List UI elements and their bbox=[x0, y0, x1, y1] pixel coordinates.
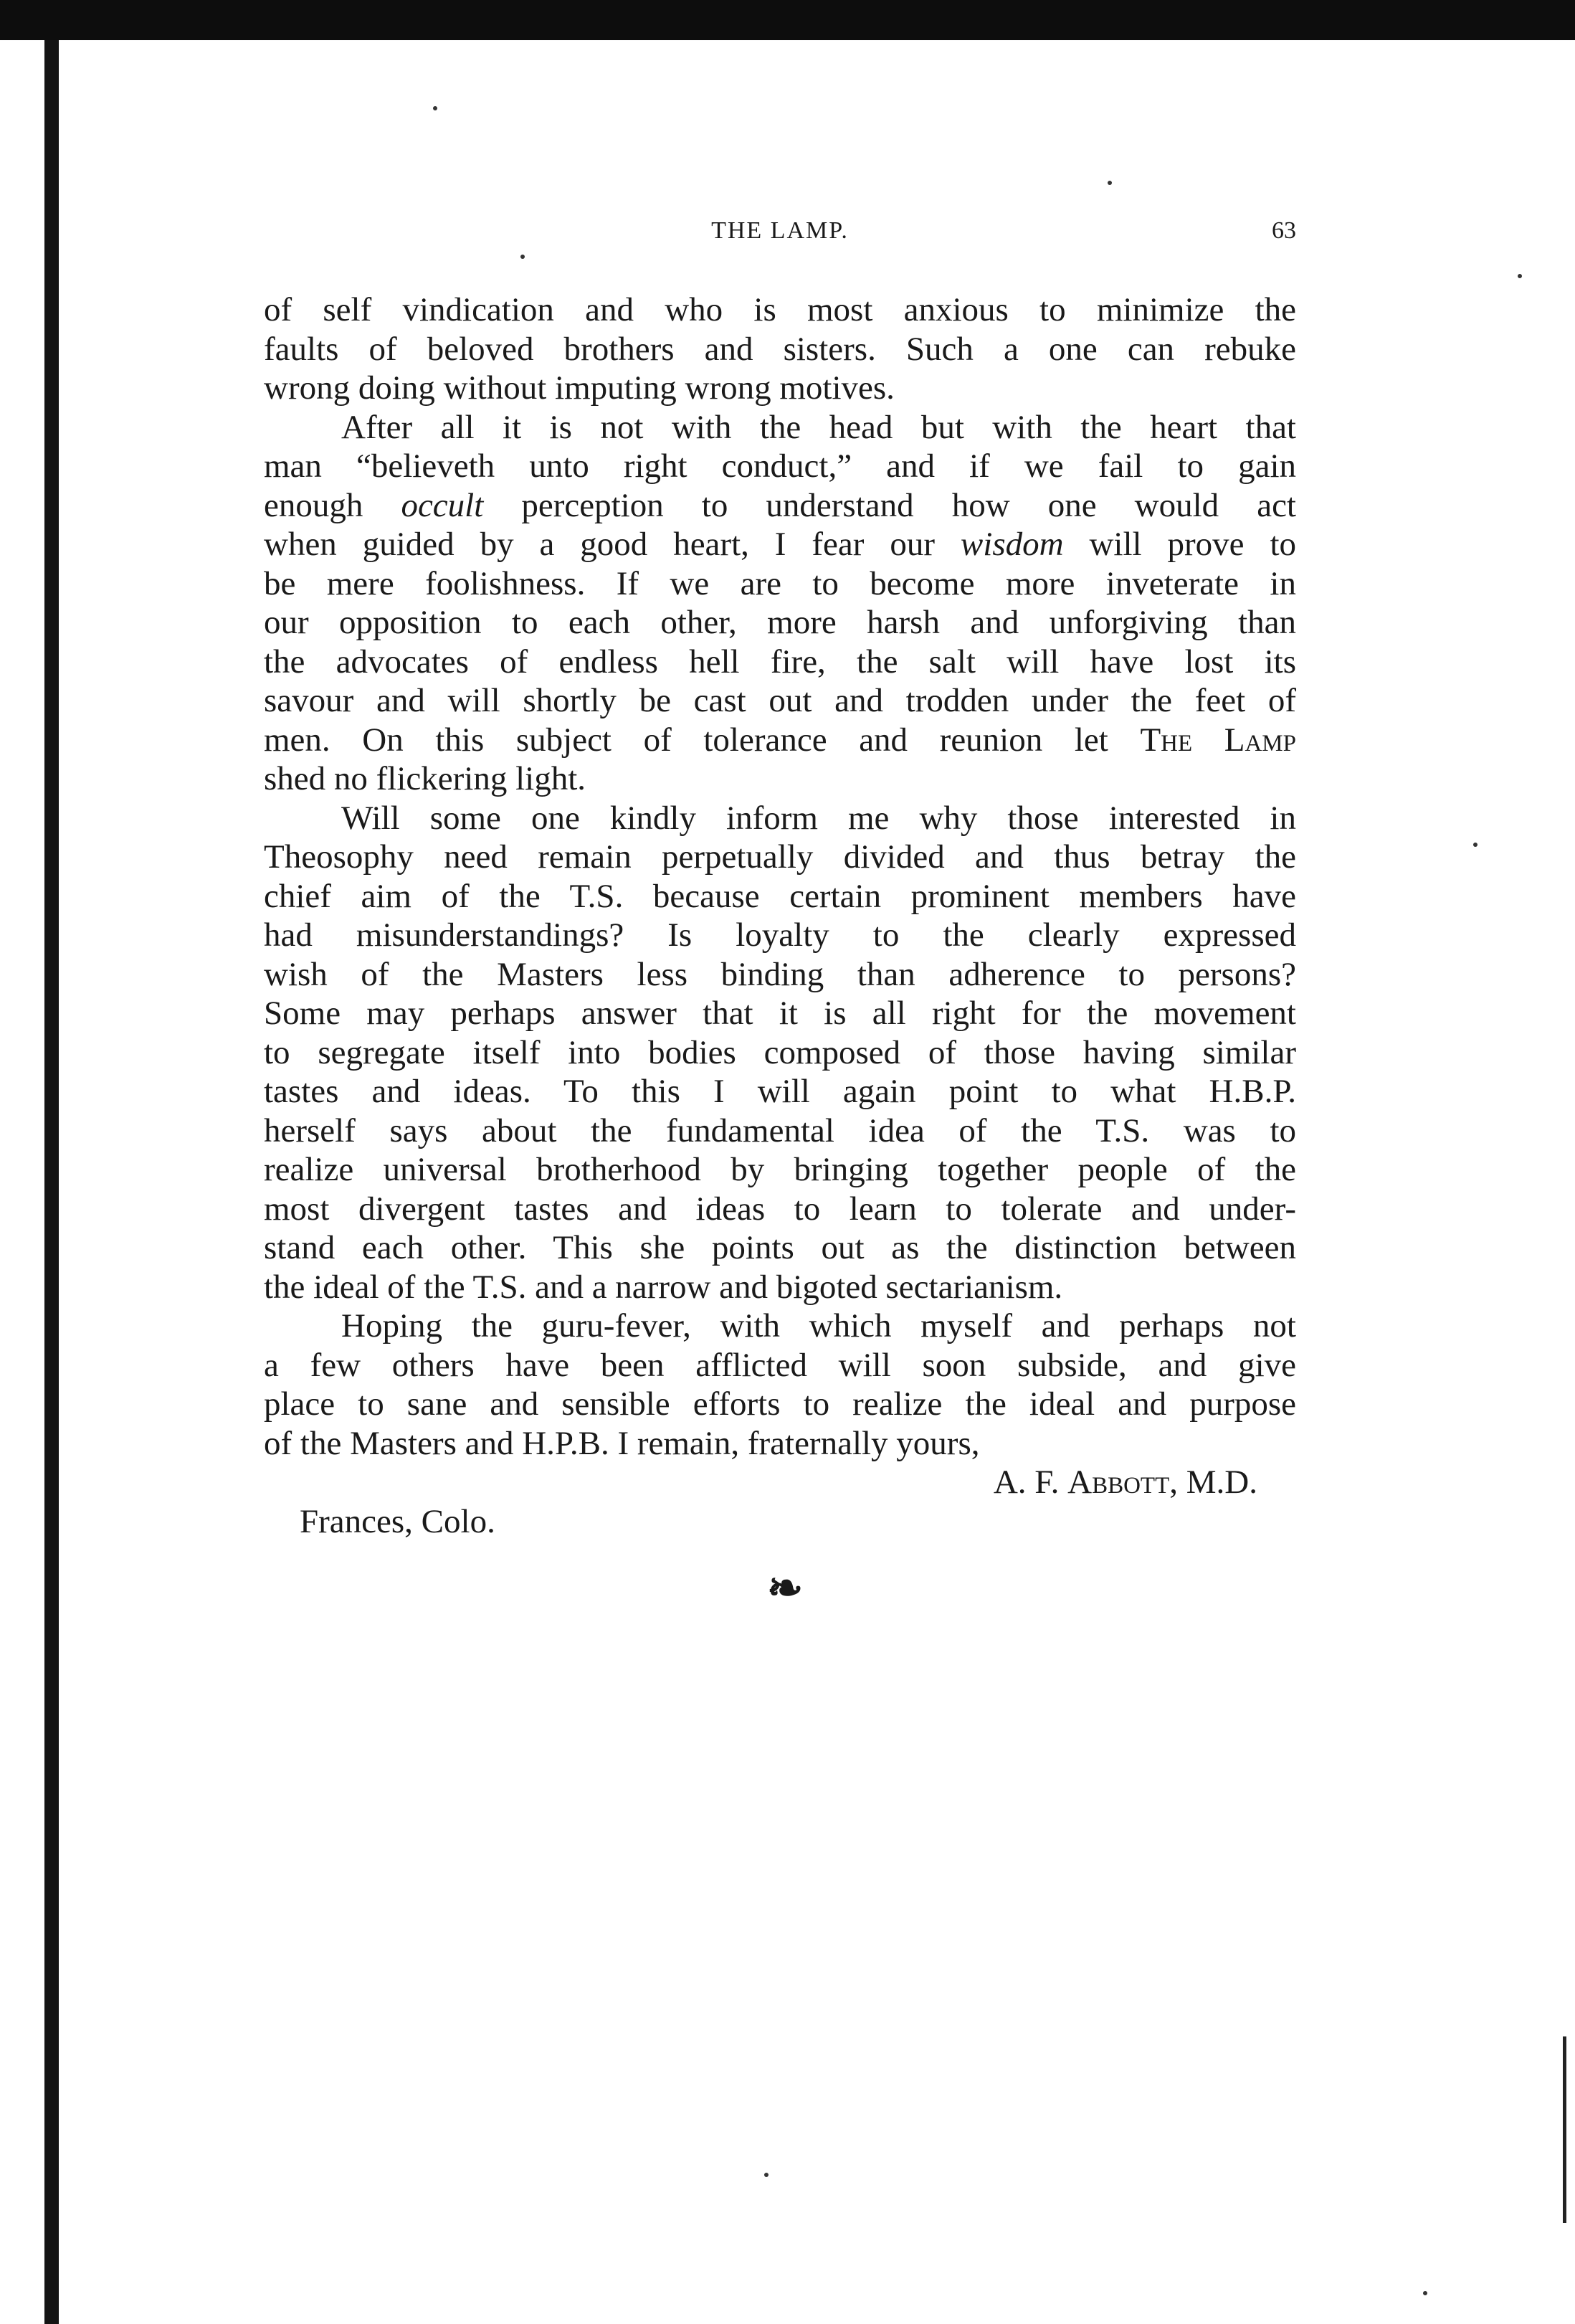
body-line: savour and will shortly be cast out and trodden under the feet of bbox=[264, 682, 1296, 719]
body-line: of the Masters and H.P.B. I remain, fraternally yours, bbox=[264, 1424, 980, 1462]
print-speck bbox=[1108, 181, 1112, 185]
body-line: a few others have been afflicted will soon subside, and give bbox=[264, 1346, 1296, 1384]
print-speck bbox=[520, 255, 525, 259]
body-line: Will some one kindly inform me why those interested in bbox=[341, 799, 1296, 837]
print-speck bbox=[1423, 2291, 1427, 2295]
body-line: realize universal brotherhood by bringing together people of the bbox=[264, 1151, 1296, 1188]
body-line: wish of the Masters less binding than adherence to persons? bbox=[264, 955, 1296, 993]
body-line: faults of beloved brothers and sisters. Such a one can rebuke bbox=[264, 330, 1296, 368]
dateline: Frances, Colo. bbox=[300, 1502, 495, 1540]
body-line: man “believeth unto right conduct,” and if we fail to gain bbox=[264, 447, 1296, 485]
body-line: Theosophy need remain perpetually divided and thus betray the bbox=[264, 838, 1296, 876]
body-line: Hoping the guru-fever, with which myself and perhaps not bbox=[341, 1307, 1296, 1344]
running-head bbox=[264, 209, 1296, 252]
letter-body bbox=[264, 290, 1296, 1541]
print-speck bbox=[764, 2173, 769, 2177]
binding-edge bbox=[44, 40, 59, 2324]
body-line: to segregate itself into bodies composed of those having similar bbox=[264, 1033, 1296, 1071]
running-title: THE LAMP. bbox=[711, 217, 849, 244]
print-speck bbox=[1518, 274, 1522, 278]
page-edge-mark bbox=[1563, 2036, 1566, 2223]
body-line: had misunderstandings? Is loyalty to the clearly expressed bbox=[264, 916, 1296, 954]
print-speck bbox=[1473, 843, 1478, 847]
body-line: of self vindication and who is most anxious to minimize the bbox=[264, 291, 1296, 328]
body-line: enough occult perception to understand how one would act bbox=[264, 486, 1296, 524]
page-number: 63 bbox=[1272, 217, 1296, 244]
body-line: stand each other. This she points out as the distinction between bbox=[264, 1229, 1296, 1266]
body-line: tastes and ideas. To this I will again point to what H.B.P. bbox=[264, 1073, 1296, 1110]
body-line: when guided by a good heart, I fear our wisdom will prove to bbox=[264, 526, 1297, 563]
top-border-rule bbox=[0, 0, 1575, 40]
ornament-icon: ❧ bbox=[767, 1565, 804, 1612]
body-line: shed no flickering light. bbox=[264, 760, 586, 797]
body-line: the advocates of endless hell fire, the salt will have lost its bbox=[264, 642, 1296, 680]
body-line: place to sane and sensible efforts to realize the ideal and purpose bbox=[264, 1385, 1296, 1423]
body-line: chief aim of the T.S. because certain prominent members have bbox=[264, 877, 1296, 915]
body-line: be mere foolishness. If we are to become more inveterate in bbox=[264, 564, 1296, 602]
body-line: herself says about the fundamental idea of the T.S. was to bbox=[264, 1111, 1296, 1149]
signature: A. F. Abbott, M.D. bbox=[993, 1464, 1257, 1501]
body-line: wrong doing without imputing wrong motives. bbox=[264, 369, 895, 407]
print-speck bbox=[433, 106, 437, 110]
body-line: most divergent tastes and ideas to learn to tolerate and under- bbox=[264, 1190, 1296, 1228]
body-line: men. On this subject of tolerance and reunion let The Lamp bbox=[264, 721, 1297, 759]
body-line: After all it is not with the head but with the heart that bbox=[341, 408, 1296, 446]
body-line: Some may perhaps answer that it is all right for the movement bbox=[264, 995, 1296, 1032]
body-line: the ideal of the T.S. and a narrow and bigoted sectarianism. bbox=[264, 1268, 1063, 1306]
body-line: our opposition to each other, more harsh and unforgiving than bbox=[264, 604, 1296, 641]
